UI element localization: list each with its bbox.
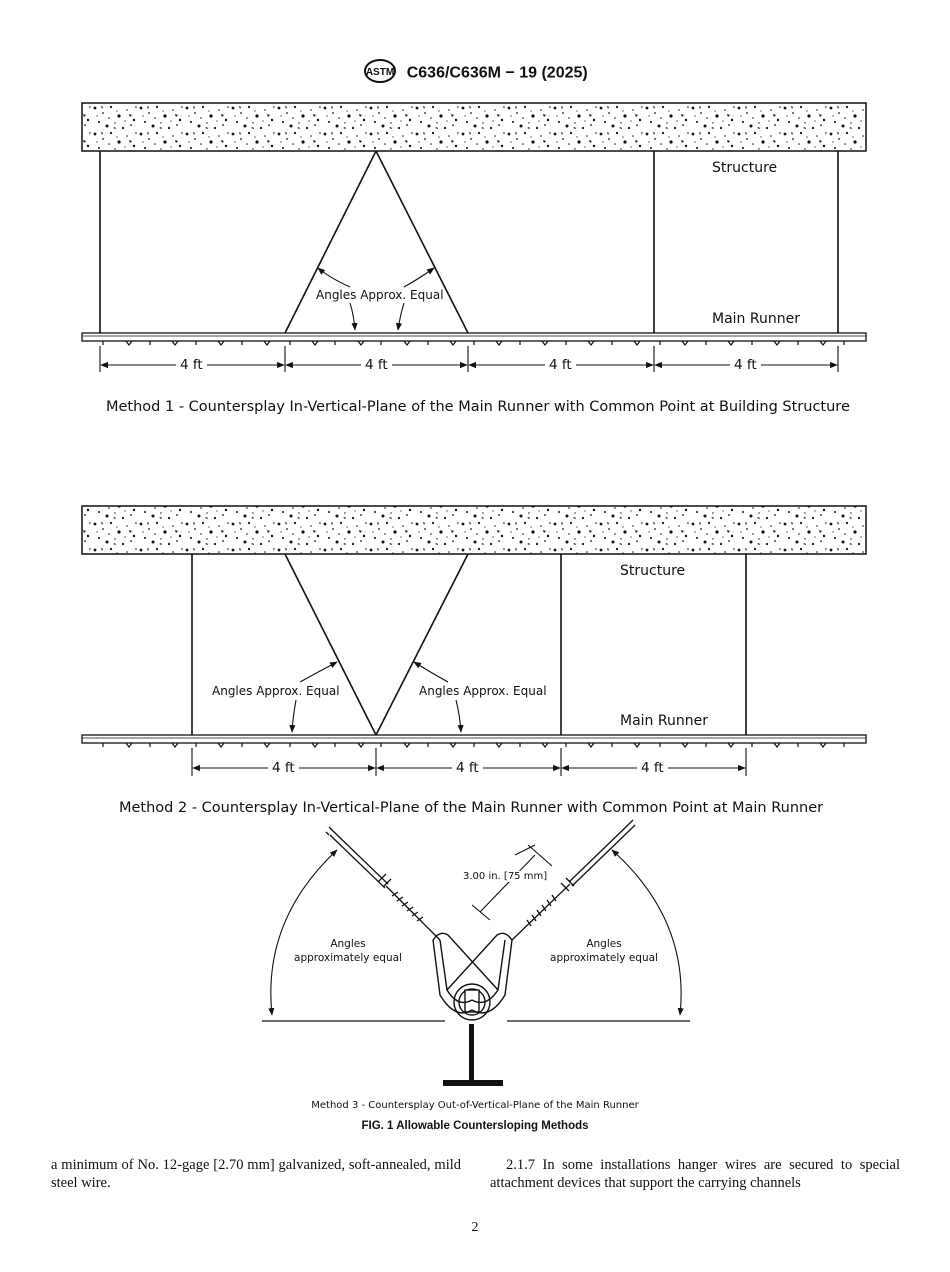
main-runner	[82, 333, 866, 341]
method3-angles-left: Angles approximately equal	[294, 938, 402, 964]
method2-structure-label: Structure	[620, 563, 686, 579]
svg-text:ASTM: ASTM	[366, 67, 395, 78]
method2-caption: Method 2 - Countersplay In-Vertical-Plane of the Main Runner with Common Point at Main Runner	[119, 800, 824, 816]
main-runner	[82, 735, 866, 743]
method1-spacing-3: 4 ft	[545, 357, 576, 373]
method3-dimension-label: 3.00 in. [75 mm]	[463, 871, 548, 882]
method1-caption: Method 1 - Countersplay In-Vertical-Plane of the Main Runner with Common Point at Building Structure	[106, 399, 850, 415]
method3-angles-right: Angles approximately equal	[550, 938, 658, 964]
method2-angles-label-left: Angles Approx. Equal	[212, 684, 340, 698]
structure-slab	[82, 103, 866, 151]
method1-dimension-line	[100, 346, 838, 372]
main-runner-section	[469, 1024, 474, 1082]
structure-slab	[82, 506, 866, 554]
page-number: 2	[471, 1220, 479, 1235]
right-column-text: 2.1.7 In some installations hanger wires are secured to special attachment devices that support the carrying channels	[490, 1157, 900, 1191]
method1-angles-label: Angles Approx. Equal	[316, 288, 444, 302]
method1-spacing-4: 4 ft	[730, 357, 761, 373]
left-column-text: a minimum of No. 12-gage [2.70 mm] galvanized, soft-annealed, mild steel wire.	[51, 1157, 461, 1191]
method1-runner-label: Main Runner	[712, 311, 800, 327]
left-hanger-wire	[326, 827, 440, 940]
method2-spacing-1: 4 ft	[268, 760, 299, 776]
method2-spacing-2: 4 ft	[452, 760, 483, 776]
method2-diagram	[82, 506, 866, 776]
hanger-wires	[192, 554, 746, 735]
method3-caption: Method 3 - Countersplay Out-of-Vertical-Plane of the Main Runner	[311, 1100, 639, 1111]
method1-diagram	[82, 103, 866, 372]
standard-designation: C636/C636M − 19 (2025)	[406, 64, 588, 82]
method2-spacing-3: 4 ft	[637, 760, 668, 776]
method1-structure-label: Structure	[712, 160, 778, 176]
method2-runner-label: Main Runner	[620, 713, 708, 729]
hanger-wires	[100, 151, 838, 333]
method1-spacing-1: 4 ft	[176, 357, 207, 373]
figure-title: FIG. 1 Allowable Countersloping Methods	[361, 1120, 589, 1132]
method2-angles-label-right: Angles Approx. Equal	[419, 684, 547, 698]
method1-spacing-2: 4 ft	[361, 357, 392, 373]
